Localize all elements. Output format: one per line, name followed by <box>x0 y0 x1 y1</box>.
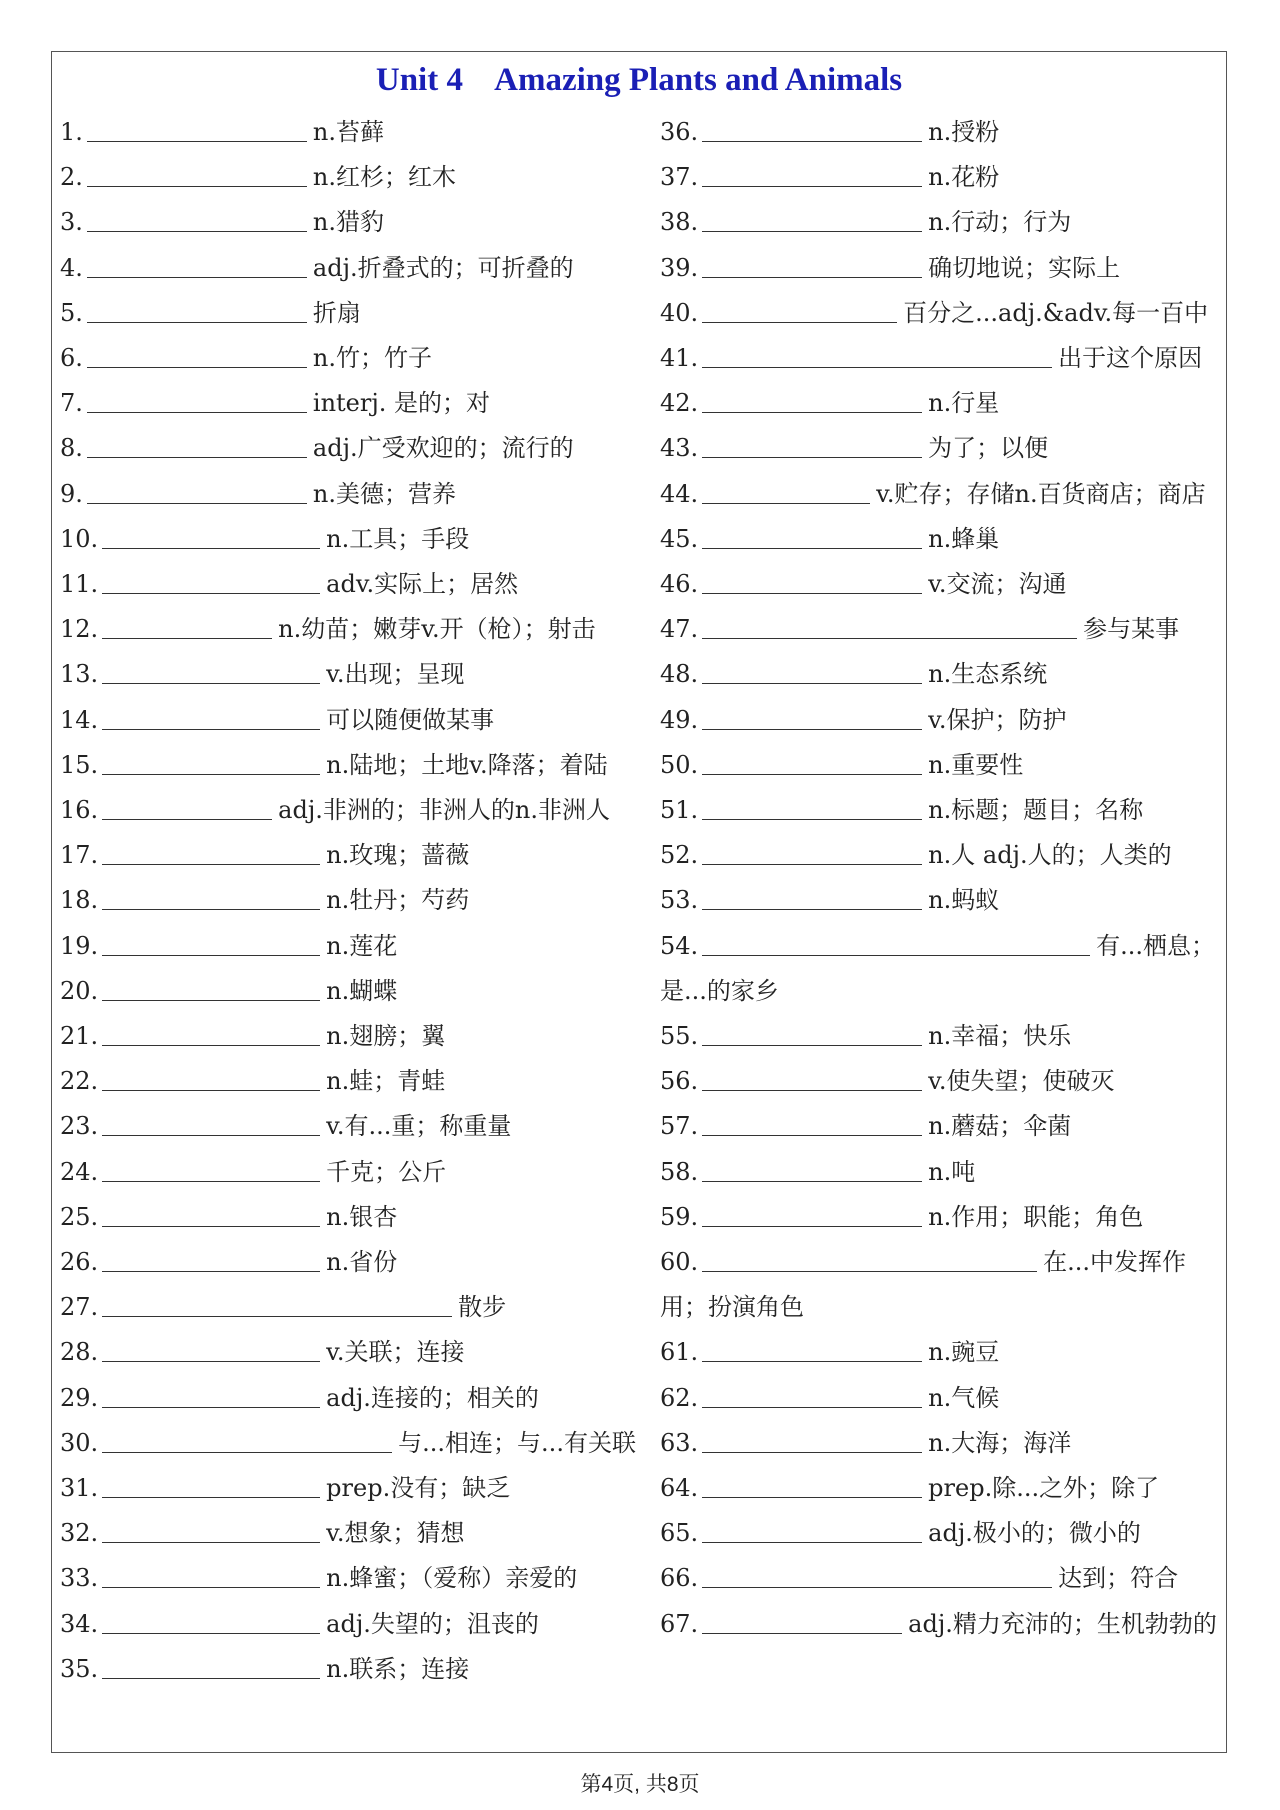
vocab-item <box>60 1332 465 1372</box>
vocab-item <box>660 157 999 197</box>
vocab-item <box>660 293 1208 333</box>
answer-blank[interactable] <box>102 612 272 639</box>
answer-blank[interactable] <box>702 883 922 910</box>
item-number: 57. <box>660 1112 699 1141</box>
item-meaning: n.工具；手段 <box>326 524 470 553</box>
page-title: Unit 4 Amazing Plants and Animals <box>375 62 903 98</box>
item-number: 42. <box>660 389 699 418</box>
item-meaning: v.出现；呈现 <box>326 660 465 689</box>
item-meaning: n.莲花 <box>326 931 398 960</box>
item-meaning: n.标题；题目；名称 <box>928 796 1144 824</box>
answer-blank[interactable] <box>102 1607 320 1634</box>
answer-blank[interactable] <box>702 1426 922 1453</box>
vocab-item <box>660 1061 1115 1101</box>
item-meaning: n.作用；职能；角色 <box>928 1202 1144 1231</box>
item-number: 43. <box>660 434 699 463</box>
answer-blank[interactable] <box>87 296 307 323</box>
vocab-item <box>60 383 490 423</box>
answer-blank[interactable] <box>702 1516 922 1543</box>
item-number: 24. <box>60 1157 99 1186</box>
item-number: 19. <box>60 931 99 960</box>
item-meaning: 百分之...adj.&adv.每一百中 <box>903 298 1209 327</box>
answer-blank[interactable] <box>102 929 320 956</box>
vocab-item <box>660 1152 975 1192</box>
vocab-item <box>60 1649 469 1689</box>
vocab-item <box>660 1468 1159 1508</box>
item-meaning: n.蛙；青蛙 <box>326 1067 446 1096</box>
item-meaning: n.美德；营养 <box>312 479 456 508</box>
vocab-item <box>660 112 999 152</box>
item-meaning: n.豌豆 <box>928 1338 1000 1367</box>
answer-blank[interactable] <box>702 160 922 187</box>
answer-blank[interactable] <box>87 205 307 232</box>
item-number: 58. <box>660 1157 699 1186</box>
vocab-item <box>660 248 1120 288</box>
item-meaning: n.省份 <box>326 1248 398 1276</box>
item-number: 36. <box>660 118 699 146</box>
vocab-item <box>660 880 999 920</box>
item-number: 20. <box>60 976 99 1005</box>
answer-blank[interactable] <box>702 1019 922 1046</box>
item-meaning: prep.除...之外；除了 <box>928 1474 1160 1502</box>
item-number: 65. <box>660 1519 699 1548</box>
answer-blank[interactable] <box>702 1561 1052 1588</box>
vocab-item <box>60 157 456 197</box>
answer-blank[interactable] <box>102 748 320 775</box>
vocab-item <box>660 1106 1071 1146</box>
answer-blank[interactable] <box>102 567 320 594</box>
item-meaning: prep.没有；缺乏 <box>326 1474 511 1502</box>
item-number: 6. <box>60 344 83 372</box>
item-meaning: 在...中发挥作 <box>1043 1248 1187 1276</box>
item-number: 8. <box>60 434 83 463</box>
item-number: 18. <box>60 886 99 915</box>
item-meaning: 为了；以便 <box>928 434 1049 463</box>
item-number: 26. <box>60 1248 99 1276</box>
vocab-item <box>60 519 469 559</box>
item-number: 44. <box>660 479 699 508</box>
item-number: 14. <box>60 705 99 734</box>
item-meaning: n.行星 <box>928 389 1000 418</box>
item-meaning: 出于这个原因 <box>1058 344 1203 372</box>
item-meaning: adj.折叠式的；可折叠的 <box>312 253 574 282</box>
item-number: 61. <box>660 1338 699 1367</box>
item-number: 34. <box>60 1609 99 1638</box>
answer-blank[interactable] <box>702 296 897 323</box>
item-number: 48. <box>660 660 699 689</box>
item-meaning: v.贮存；存储n.百货商店；商店 <box>876 479 1206 508</box>
vocab-item <box>660 202 1071 242</box>
item-meaning: n.翅膀；翼 <box>326 1022 446 1050</box>
item-number: 12. <box>60 615 99 644</box>
item-meaning: 达到；符合 <box>1058 1564 1179 1593</box>
answer-blank[interactable] <box>702 929 1090 956</box>
item-meaning: n.幸福；快乐 <box>928 1022 1072 1050</box>
item-54-continuation: 是...的家乡 <box>660 977 779 1005</box>
item-meaning: adj.非洲的；非洲人的n.非洲人 <box>278 796 610 824</box>
answer-blank[interactable] <box>102 1064 320 1091</box>
vocab-item <box>660 383 999 423</box>
answer-blank[interactable] <box>87 341 307 368</box>
vocab-item <box>60 1106 511 1146</box>
vocab-item <box>660 1332 999 1372</box>
answer-blank[interactable] <box>702 793 922 820</box>
vocab-item <box>660 609 1179 649</box>
item-meaning: v.交流；沟通 <box>928 570 1067 598</box>
vocab-item <box>60 1604 539 1644</box>
answer-blank[interactable] <box>702 431 922 458</box>
answer-blank[interactable] <box>702 477 870 504</box>
item-meaning: 可以随便做某事 <box>326 705 495 734</box>
item-number: 31. <box>60 1474 99 1502</box>
item-number: 2. <box>60 163 83 192</box>
answer-blank[interactable] <box>702 1335 922 1362</box>
item-number: 45. <box>660 524 699 553</box>
item-meaning: adj.广受欢迎的；流行的 <box>312 434 574 463</box>
vocab-item <box>60 112 384 152</box>
answer-blank[interactable] <box>702 1155 922 1182</box>
answer-blank[interactable] <box>102 883 320 910</box>
vocab-item <box>60 1423 636 1463</box>
answer-blank[interactable] <box>102 1290 452 1317</box>
vocab-item <box>660 1378 999 1418</box>
item-meaning: n.联系；连接 <box>326 1654 470 1683</box>
answer-blank[interactable] <box>102 1426 392 1453</box>
answer-blank[interactable] <box>102 703 320 730</box>
vocab-item <box>60 790 610 830</box>
vocab-item <box>60 654 465 694</box>
answer-blank[interactable] <box>702 386 922 413</box>
vocab-item <box>60 745 608 785</box>
answer-blank[interactable] <box>102 1381 320 1408</box>
answer-blank[interactable] <box>702 205 922 232</box>
vocab-item <box>660 564 1067 604</box>
vocab-item <box>660 474 1206 514</box>
item-meaning: v.有...重；称重量 <box>326 1112 512 1141</box>
vocab-item <box>60 248 574 288</box>
item-meaning: 有...栖息； <box>1096 931 1216 960</box>
vocab-item <box>660 338 1202 378</box>
answer-blank[interactable] <box>702 748 922 775</box>
item-meaning: 千克；公斤 <box>326 1157 447 1186</box>
vocab-item <box>60 1152 446 1192</box>
vocab-item <box>60 971 397 1011</box>
item-number: 47. <box>660 615 699 644</box>
answer-blank[interactable] <box>102 793 272 820</box>
item-meaning: 散步 <box>458 1293 507 1322</box>
answer-blank[interactable] <box>102 838 320 865</box>
answer-blank[interactable] <box>702 703 922 730</box>
item-meaning: v.保护；防护 <box>928 705 1067 734</box>
item-number: 5. <box>60 298 83 327</box>
item-meaning: n.人 adj.人的；人类的 <box>928 841 1172 870</box>
item-number: 46. <box>660 570 699 598</box>
item-number: 9. <box>60 479 83 508</box>
answer-blank[interactable] <box>102 1109 320 1136</box>
item-number: 4. <box>60 253 83 282</box>
item-number: 35. <box>60 1654 99 1683</box>
item-number: 39. <box>660 253 699 282</box>
item-number: 37. <box>660 163 699 192</box>
item-meaning: n.吨 <box>928 1157 976 1186</box>
item-meaning: n.玫瑰；蔷薇 <box>326 841 470 870</box>
item-number: 62. <box>660 1383 699 1412</box>
answer-blank[interactable] <box>102 1155 320 1182</box>
vocab-item <box>660 519 999 559</box>
item-meaning: n.重要性 <box>928 750 1024 779</box>
answer-blank[interactable] <box>102 1335 320 1362</box>
item-number: 25. <box>60 1202 99 1231</box>
item-meaning: n.牡丹；芍药 <box>326 886 470 915</box>
item-number: 51. <box>660 796 699 824</box>
item-meaning: n.幼苗；嫩芽v.开（枪）；射击 <box>278 615 596 644</box>
answer-blank[interactable] <box>102 1019 320 1046</box>
answer-blank[interactable] <box>702 1607 902 1634</box>
vocab-item <box>660 1242 1186 1282</box>
vocab-item <box>660 1558 1178 1598</box>
item-meaning: adj.失望的；沮丧的 <box>326 1609 539 1638</box>
answer-blank[interactable] <box>702 1381 922 1408</box>
vocab-item <box>60 202 384 242</box>
answer-blank[interactable] <box>102 1516 320 1543</box>
answer-blank[interactable] <box>702 251 922 278</box>
item-number: 64. <box>660 1474 699 1502</box>
answer-blank[interactable] <box>702 612 1077 639</box>
item-number: 53. <box>660 886 699 915</box>
item-meaning: n.蚂蚁 <box>928 886 1000 915</box>
vocab-item <box>60 1558 577 1598</box>
item-meaning: n.行动；行为 <box>928 208 1072 237</box>
vocab-item <box>660 745 1023 785</box>
vocab-item <box>60 926 397 966</box>
vocab-item <box>60 880 469 920</box>
item-meaning: 确切地说；实际上 <box>928 253 1121 282</box>
item-number: 30. <box>60 1428 99 1457</box>
vocab-item <box>60 428 574 468</box>
answer-blank[interactable] <box>102 1561 320 1588</box>
item-meaning: n.蜂巢 <box>928 524 1000 553</box>
vocab-item <box>60 1242 397 1282</box>
item-meaning: 与...相连；与...有关联 <box>398 1428 636 1457</box>
answer-blank[interactable] <box>702 115 922 142</box>
item-number: 54. <box>660 931 699 960</box>
item-number: 52. <box>660 841 699 870</box>
item-number: 38. <box>660 208 699 237</box>
item-number: 11. <box>60 570 99 598</box>
item-meaning: n.气候 <box>928 1383 1000 1412</box>
vocab-item <box>60 835 469 875</box>
item-number: 63. <box>660 1428 699 1457</box>
item-meaning: v.使失望；使破灭 <box>928 1067 1115 1096</box>
item-meaning: n.红杉；红木 <box>312 163 456 192</box>
vocab-item <box>60 609 596 649</box>
item-meaning: n.花粉 <box>928 163 1000 192</box>
answer-blank[interactable] <box>102 657 320 684</box>
answer-blank[interactable] <box>702 567 922 594</box>
item-meaning: n.蝴蝶 <box>326 976 398 1005</box>
vocab-item <box>660 700 1067 740</box>
answer-blank[interactable] <box>87 431 307 458</box>
item-number: 40. <box>660 298 699 327</box>
item-number: 7. <box>60 389 83 418</box>
vocab-item <box>660 835 1172 875</box>
vocab-item <box>660 1604 1217 1644</box>
item-number: 22. <box>60 1067 99 1096</box>
item-meaning: n.蘑菇；伞菌 <box>928 1112 1072 1141</box>
item-60-continuation: 用；扮演角色 <box>660 1293 804 1321</box>
vocab-item <box>60 700 494 740</box>
item-meaning: adj.精力充沛的；生机勃勃的 <box>908 1609 1217 1638</box>
item-meaning: v.关联；连接 <box>326 1338 465 1367</box>
page-footer: 第4页, 共8页 <box>580 1773 700 1796</box>
item-number: 13. <box>60 660 99 689</box>
vocab-item <box>660 1197 1143 1237</box>
item-meaning: n.陆地；土地v.降落；着陆 <box>326 750 608 779</box>
vocab-item <box>660 1423 1071 1463</box>
item-number: 17. <box>60 841 99 870</box>
answer-blank[interactable] <box>702 1109 922 1136</box>
vocab-item <box>60 1016 445 1056</box>
vocab-item <box>60 338 432 378</box>
item-number: 28. <box>60 1338 99 1367</box>
item-meaning: 折扇 <box>312 298 361 327</box>
item-meaning: adj.连接的；相关的 <box>326 1383 539 1412</box>
item-meaning: n.授粉 <box>928 118 1000 146</box>
answer-blank[interactable] <box>87 477 307 504</box>
vocab-item <box>660 790 1143 830</box>
item-meaning: n.苔藓 <box>312 118 384 146</box>
vocab-item <box>60 1513 465 1553</box>
item-number: 59. <box>660 1202 699 1231</box>
item-number: 33. <box>60 1564 99 1593</box>
item-number: 21. <box>60 1022 99 1050</box>
item-meaning: adv.实际上；居然 <box>326 570 519 598</box>
vocab-item <box>660 654 1047 694</box>
item-number: 66. <box>660 1564 699 1593</box>
item-meaning: n.蜂蜜；（爱称）亲爱的 <box>326 1564 578 1593</box>
answer-blank[interactable] <box>102 1200 320 1227</box>
answer-blank[interactable] <box>702 1200 922 1227</box>
item-number: 15. <box>60 750 99 779</box>
vocab-item <box>60 1287 506 1327</box>
item-number: 50. <box>660 750 699 779</box>
item-number: 67. <box>660 1609 699 1638</box>
item-number: 32. <box>60 1519 99 1548</box>
vocab-item <box>660 1016 1071 1056</box>
item-meaning: adj.极小的；微小的 <box>928 1519 1141 1548</box>
item-meaning: n.竹；竹子 <box>312 344 432 372</box>
item-number: 27. <box>60 1293 99 1322</box>
item-meaning: n.猎豹 <box>312 208 384 237</box>
item-number: 55. <box>660 1022 699 1050</box>
vocab-item <box>60 1197 397 1237</box>
answer-blank[interactable] <box>87 115 307 142</box>
answer-blank[interactable] <box>87 386 307 413</box>
answer-blank[interactable] <box>87 251 307 278</box>
vocab-item <box>60 293 361 333</box>
answer-blank[interactable] <box>702 657 922 684</box>
answer-blank[interactable] <box>702 838 922 865</box>
answer-blank[interactable] <box>102 1245 320 1272</box>
answer-blank[interactable] <box>702 1471 922 1498</box>
answer-blank[interactable] <box>702 522 922 549</box>
item-number: 1. <box>60 118 83 146</box>
answer-blank[interactable] <box>102 974 320 1001</box>
vocab-item <box>660 1513 1141 1553</box>
item-number: 29. <box>60 1383 99 1412</box>
item-number: 56. <box>660 1067 699 1096</box>
vocab-item <box>660 926 1215 966</box>
item-meaning: n.银杏 <box>326 1202 398 1231</box>
vocab-item <box>60 1378 539 1418</box>
item-meaning: v.想象；猜想 <box>326 1519 465 1548</box>
item-meaning: n.生态系统 <box>928 660 1048 689</box>
item-number: 49. <box>660 705 699 734</box>
answer-blank[interactable] <box>702 341 1052 368</box>
answer-blank[interactable] <box>102 1652 320 1679</box>
answer-blank[interactable] <box>702 1064 922 1091</box>
item-meaning: interj. 是的；对 <box>312 389 491 418</box>
vocab-item <box>60 1468 510 1508</box>
item-meaning: n.大海；海洋 <box>928 1428 1072 1457</box>
vocab-item <box>60 564 518 604</box>
item-number: 41. <box>660 344 699 372</box>
vocab-item <box>60 474 456 514</box>
item-number: 16. <box>60 796 99 824</box>
item-meaning: 参与某事 <box>1083 615 1180 644</box>
vocab-item <box>660 428 1048 468</box>
item-number: 23. <box>60 1112 99 1141</box>
vocab-item <box>60 1061 445 1101</box>
item-number: 10. <box>60 524 99 553</box>
answer-blank[interactable] <box>87 160 307 187</box>
answer-blank[interactable] <box>102 1471 320 1498</box>
item-number: 3. <box>60 208 83 237</box>
item-number: 60. <box>660 1248 699 1276</box>
answer-blank[interactable] <box>102 522 320 549</box>
answer-blank[interactable] <box>702 1245 1037 1272</box>
